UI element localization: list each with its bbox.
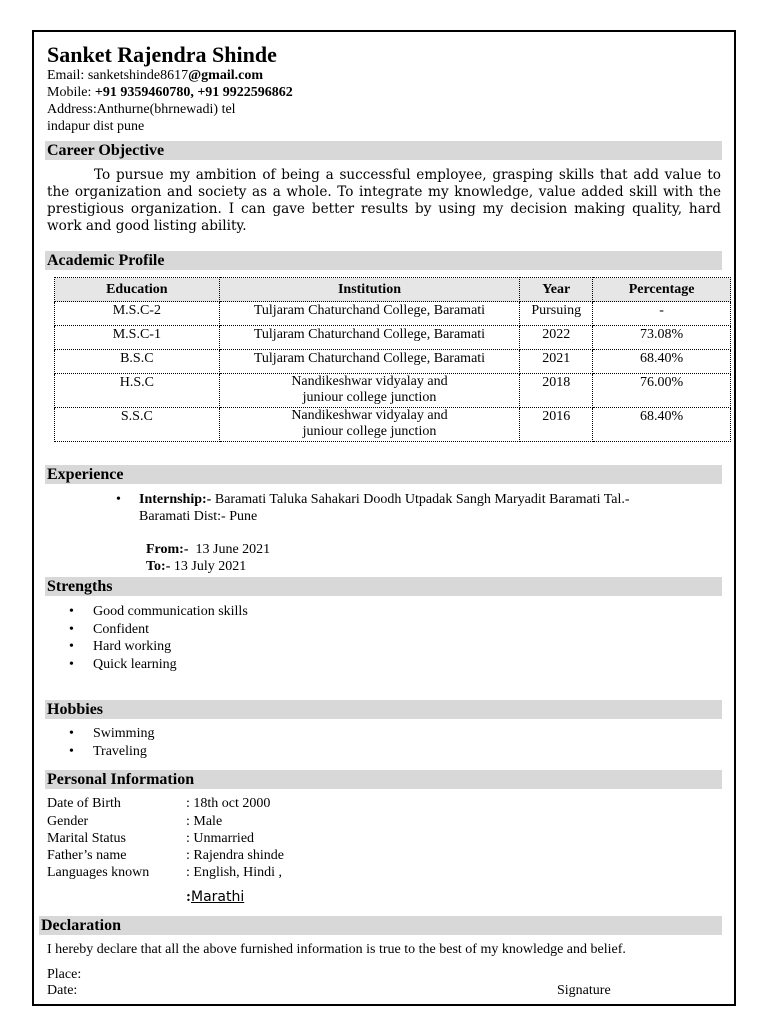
cell-education: M.S.C-2 xyxy=(55,302,220,326)
career-objective-text: To pursue my ambition of being a successful employee, grasping skills that add value to the organization and society as a whole. To integrate my knowledge, value added skill with the prestigious organization. I can gave better results by using my decision making quality, hard work and good listing ability. xyxy=(47,167,721,234)
cell-institution: Nandikeshwar vidyalay and juniour college junction xyxy=(219,408,520,442)
extra-language xyxy=(186,889,244,906)
strength-text: Good communication skills xyxy=(93,604,248,619)
col-year: Year xyxy=(520,278,593,302)
bullet-icon: • xyxy=(69,726,74,741)
mobile-label: Mobile: xyxy=(47,85,95,100)
bullet-icon: • xyxy=(69,639,74,654)
hobby-text: Swimming xyxy=(93,726,155,741)
cell-education: M.S.C-1 xyxy=(55,326,220,350)
cell-institution: Tuljaram Chaturchand College, Baramati xyxy=(219,350,520,374)
cell-institution: Tuljaram Chaturchand College, Baramati xyxy=(219,326,520,350)
cell-percentage: 68.40% xyxy=(593,408,731,442)
cell-year: 2021 xyxy=(520,350,593,374)
table-row xyxy=(55,302,731,326)
internship-text: Baramati Taluka Sahakari Doodh Utpadak Sangh Maryadit Baramati Tal.- xyxy=(211,492,630,507)
internship-label: Internship:- xyxy=(139,492,212,507)
pi-value: : English, Hindi , xyxy=(186,865,283,880)
extra-language-colon: : xyxy=(186,889,191,905)
cell-education: H.S.C xyxy=(55,374,220,408)
bullet-icon: • xyxy=(69,622,74,637)
bullet-icon: • xyxy=(69,604,74,619)
declaration-text: I hereby declare that all the above furnished information is true to the best of my knowledge and belief. xyxy=(47,942,626,957)
pi-value: : Male xyxy=(186,814,223,829)
place-label: Place: xyxy=(47,967,82,982)
table-row xyxy=(55,374,731,408)
pi-label: Languages known xyxy=(47,865,150,880)
experience-heading: Experience xyxy=(45,465,722,484)
date-label: Date: xyxy=(47,983,78,998)
cell-year: 2022 xyxy=(520,326,593,350)
cell-year: 2018 xyxy=(520,374,593,408)
cell-percentage: 76.00% xyxy=(593,374,731,408)
from-label: From:- xyxy=(146,542,189,557)
academic-profile-heading: Academic Profile xyxy=(45,251,722,270)
strength-text: Quick learning xyxy=(93,657,177,672)
email-domain: @gmail.com xyxy=(188,68,263,83)
cell-institution: Nandikeshwar vidyalay and juniour college junction xyxy=(219,374,520,408)
academic-table xyxy=(54,277,731,442)
bullet-icon: • xyxy=(69,657,74,672)
pi-value: : Rajendra shinde xyxy=(186,848,284,863)
candidate-name: Sanket Rajendra Shinde xyxy=(47,42,277,67)
strengths-heading: Strengths xyxy=(45,577,722,596)
internship-to xyxy=(139,543,246,575)
cell-percentage: - xyxy=(593,302,731,326)
col-institution: Institution xyxy=(219,278,520,302)
academic-header-row xyxy=(55,278,731,302)
cell-education: B.S.C xyxy=(55,350,220,374)
cell-year: Pursuing xyxy=(520,302,593,326)
pi-label: Gender xyxy=(47,814,89,829)
cell-percentage: 73.08% xyxy=(593,326,731,350)
internship-location: Baramati Dist:- Pune xyxy=(139,509,258,524)
declaration-heading: Declaration xyxy=(39,916,722,935)
cell-institution: Tuljaram Chaturchand College, Baramati xyxy=(219,302,520,326)
extra-language-value: Marathi xyxy=(191,889,245,905)
hobbies-heading: Hobbies xyxy=(45,700,722,719)
pi-value: : 18th oct 2000 xyxy=(186,796,271,811)
strength-text: Confident xyxy=(93,622,149,637)
bullet-icon: • xyxy=(69,744,74,759)
career-objective-heading: Career Objective xyxy=(45,141,722,160)
pi-label: Date of Birth xyxy=(47,796,121,811)
pi-label: Marital Status xyxy=(47,831,126,846)
personal-info-heading: Personal Information xyxy=(45,770,722,789)
table-row xyxy=(55,408,731,442)
strength-text: Hard working xyxy=(93,639,172,654)
email-line xyxy=(47,68,263,84)
cell-percentage: 68.40% xyxy=(593,350,731,374)
address-line-2: indapur dist pune xyxy=(47,119,145,134)
email-label: Email: sanketshinde8617 xyxy=(47,68,189,83)
cell-education: S.S.C xyxy=(55,408,220,442)
address-line-1: Address:Anthurne(bhrnewadi) tel xyxy=(47,102,236,117)
from-value: 13 June 2021 xyxy=(188,542,271,557)
to-label: To:- xyxy=(146,559,171,574)
table-row xyxy=(55,326,731,350)
to-value: 13 July 2021 xyxy=(170,559,247,574)
pi-label: Father’s name xyxy=(47,848,127,863)
experience-bullet: • xyxy=(116,492,121,507)
mobile-value: +91 9359460780, +91 9922596862 xyxy=(94,85,293,100)
hobby-text: Traveling xyxy=(93,744,147,759)
table-row xyxy=(55,350,731,374)
signature-label: Signature xyxy=(557,983,611,998)
mobile-line xyxy=(47,85,293,101)
cell-year: 2016 xyxy=(520,408,593,442)
col-education: Education xyxy=(55,278,220,302)
col-percentage: Percentage xyxy=(593,278,731,302)
pi-value: : Unmarried xyxy=(186,831,255,846)
internship-line xyxy=(139,492,630,508)
